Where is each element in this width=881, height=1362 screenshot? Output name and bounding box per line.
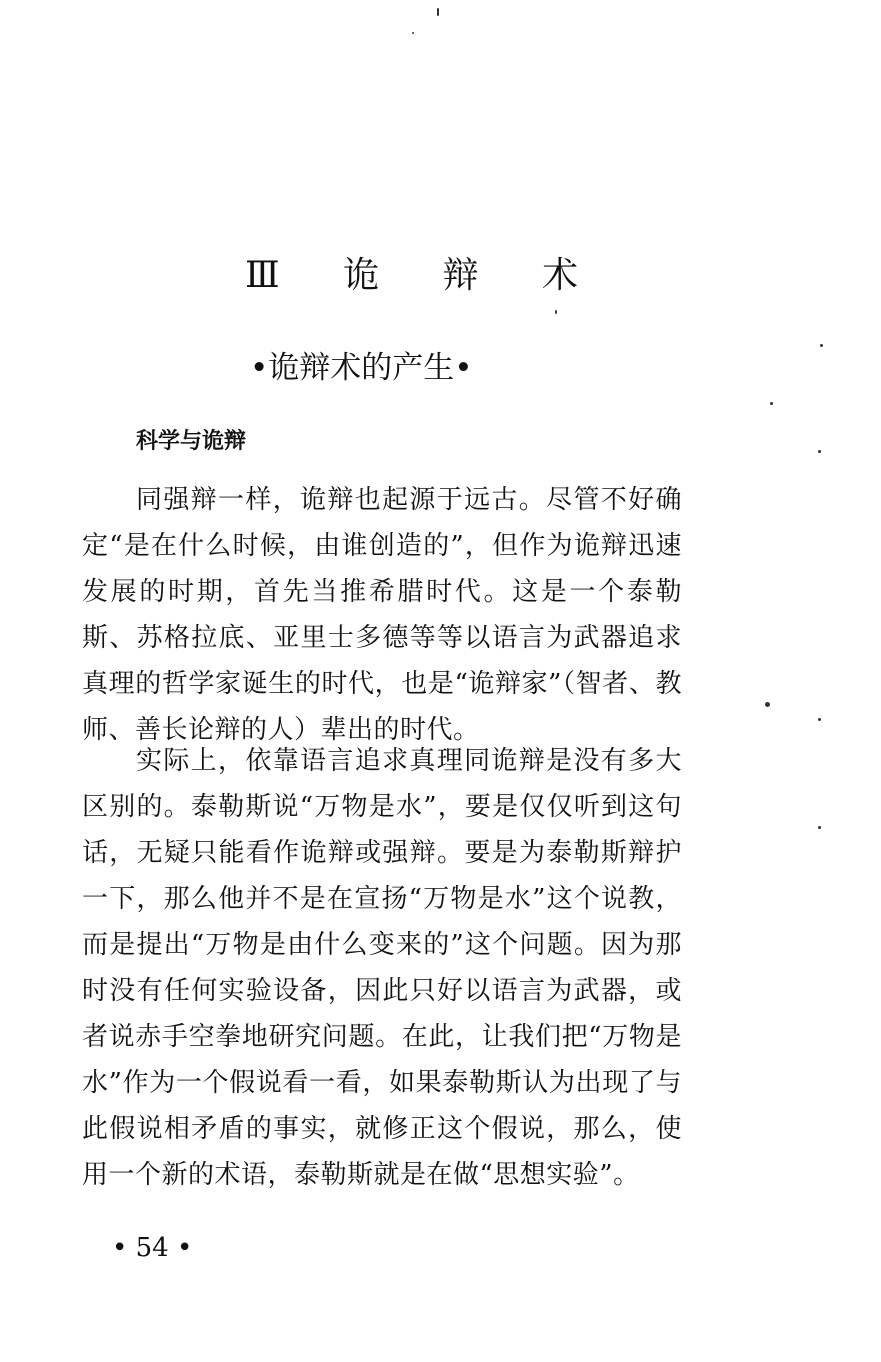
- scan-speck: [820, 344, 823, 347]
- scan-speck: [818, 826, 821, 829]
- scan-speck: [412, 32, 414, 34]
- chapter-title: Ⅲ 诡 辩 术: [245, 255, 605, 296]
- paragraph-1-block: [82, 477, 682, 753]
- scan-speck: [770, 402, 773, 405]
- scan-speck: [437, 8, 439, 16]
- scan-speck: [555, 310, 557, 314]
- section-title: •诡辩术的产生•: [250, 350, 473, 386]
- scan-speck: [818, 718, 821, 721]
- page-number: • 54 •: [112, 1233, 193, 1263]
- paragraph: 同强辩一样，诡辩也起源于远古。尽管不好确定“是在什么时候，由谁创造的”，但作为诡辩迅速发展的时期，首先当推希腊时代。这是一个泰勒斯、苏格拉底、亚里士多德等等以语言为武器追求真理的哲学家诞生的时代，也是“诡辩家”（智者、教师、善长论辩的人）辈出的时代。: [82, 485, 682, 745]
- paragraph-2-block: [82, 738, 682, 1198]
- paragraph: 实际上，依靠语言追求真理同诡辩是没有多大区别的。泰勒斯说“万物是水”，要是仅仅听到这句话，无疑只能看作诡辩或强辩。要是为泰勒斯辩护一下，那么他并不是在宣扬“万物是水”这个说教，而是提出“万物是由什么变来的”这个问题。因为那时没有任何实验设备，因此只好以语言为武器，或者说赤手空拳地研究问题。在此，让我们把“万物是水”作为一个假说看一看，如果泰勒斯认为出现了与此假说相矛盾的事实，就修正这个假说，那么，使用一个新的术语，泰勒斯就是在做“思想实验”。: [82, 746, 682, 1190]
- subheading: 科学与诡辩: [136, 429, 247, 454]
- scan-speck: [765, 702, 770, 707]
- scan-speck: [818, 450, 821, 453]
